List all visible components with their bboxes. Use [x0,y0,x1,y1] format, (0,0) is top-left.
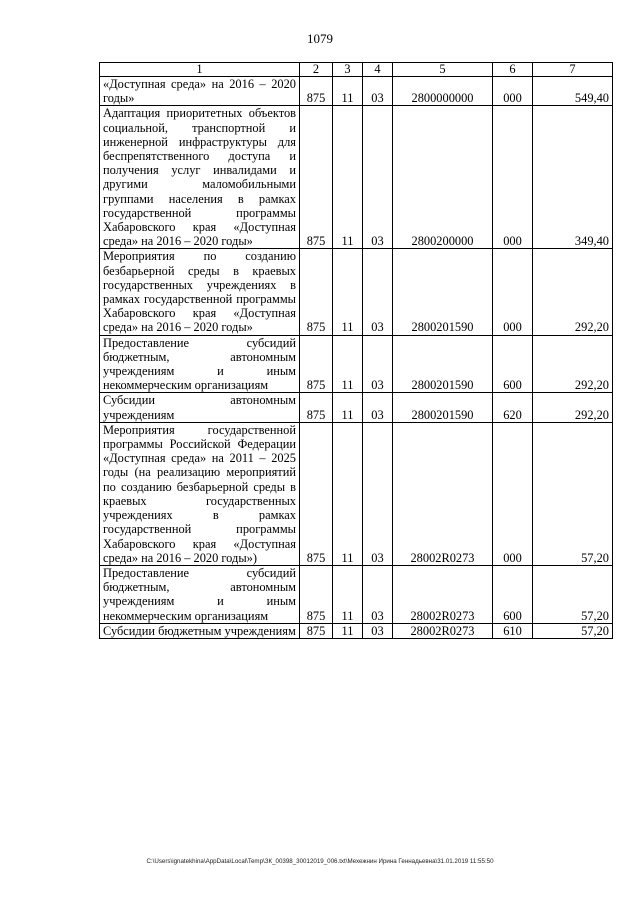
amount: 57,20 [533,623,613,638]
admin-code: 875 [300,77,333,106]
row-name: Предоставление субсидий бюджетным, автономным учреждениям и иным некоммерческим организациям [100,335,300,393]
target-article: 2800200000 [393,106,493,249]
section-code: 11 [333,249,363,335]
table-row [100,422,613,565]
admin-code: 875 [300,249,333,335]
column-header: 2 [300,63,333,77]
target-article: 2800000000 [393,77,493,106]
subsection-code: 03 [363,249,393,335]
subsection-code: 03 [363,77,393,106]
expense-type: 600 [493,565,533,623]
section-code: 11 [333,623,363,638]
subsection-code: 03 [363,565,393,623]
column-header: 5 [393,63,493,77]
footer-file-path: C:\Users\ignatekhina\AppData\Local\Temp\ЗК_00398_30012019_006.txt\Мехежнин Ирина Геннадьевна\31.01.2019 11:55:50 [146,858,494,865]
section-code: 11 [333,393,363,422]
page-number: 1079 [307,31,333,46]
subsection-code: 03 [363,393,393,422]
column-header: 6 [493,63,533,77]
subsection-code: 03 [363,106,393,249]
table-row [100,393,613,422]
row-name: Мероприятия по созданию безбарьерной среды в краевых государственных учреждениях в рамках государственной программы Хабаровского края «Доступная среда» на 2016 – 2020 годы» [100,249,300,335]
section-code: 11 [333,565,363,623]
row-name: Субсидии бюджетным учреждениям [100,623,300,638]
admin-code: 875 [300,335,333,393]
expense-type: 000 [493,77,533,106]
table-row [100,335,613,393]
row-name: Субсидии автономным учреждениям [100,393,300,422]
admin-code: 875 [300,422,333,565]
column-header: 3 [333,63,363,77]
target-article: 28002R0273 [393,565,493,623]
amount: 349,40 [533,106,613,249]
subsection-code: 03 [363,335,393,393]
row-name: «Доступная среда» на 2016 – 2020 годы» [100,77,300,106]
target-article: 28002R0273 [393,422,493,565]
target-article: 2800201590 [393,335,493,393]
expense-type: 610 [493,623,533,638]
row-name: Адаптация приоритетных объектов социальной, транспортной и инженерной инфраструктуры для беспрепятственного доступа и получения услуг инвалидами и другими маломобильными группами населения в рамках государственной программы Хабаровского края «Доступная среда» на 2016 – 2020 годы» [100,106,300,249]
admin-code: 875 [300,623,333,638]
expense-type: 000 [493,422,533,565]
target-article: 2800201590 [393,249,493,335]
amount: 292,20 [533,393,613,422]
admin-code: 875 [300,106,333,249]
amount: 292,20 [533,249,613,335]
section-code: 11 [333,335,363,393]
table-row [100,249,613,335]
subsection-code: 03 [363,623,393,638]
admin-code: 875 [300,393,333,422]
admin-code: 875 [300,565,333,623]
section-code: 11 [333,77,363,106]
section-code: 11 [333,106,363,249]
expense-type: 000 [493,249,533,335]
table-row [100,77,613,106]
table-row [100,565,613,623]
table-row [100,623,613,638]
expense-type: 600 [493,335,533,393]
amount: 57,20 [533,422,613,565]
target-article: 28002R0273 [393,623,493,638]
column-header: 7 [533,63,613,77]
amount: 549,40 [533,77,613,106]
subsection-code: 03 [363,422,393,565]
budget-table [99,62,613,639]
column-header: 4 [363,63,393,77]
amount: 57,20 [533,565,613,623]
table-header-row [100,63,613,77]
row-name: Мероприятия государственной программы Российской Федерации «Доступная среда» на 2011 – 2025 годы (на реализацию мероприятий по созданию безбарьерной среды в краевых государственных учреждениях в рамках государственной программы Хабаровского края «Доступная среда» на 2016 – 2020 годы») [100,422,300,565]
section-code: 11 [333,422,363,565]
table-row [100,106,613,249]
expense-type: 620 [493,393,533,422]
target-article: 2800201590 [393,393,493,422]
column-header: 1 [100,63,300,77]
expense-type: 000 [493,106,533,249]
amount: 292,20 [533,335,613,393]
row-name: Предоставление субсидий бюджетным, автономным учреждениям и иным некоммерческим организациям [100,565,300,623]
